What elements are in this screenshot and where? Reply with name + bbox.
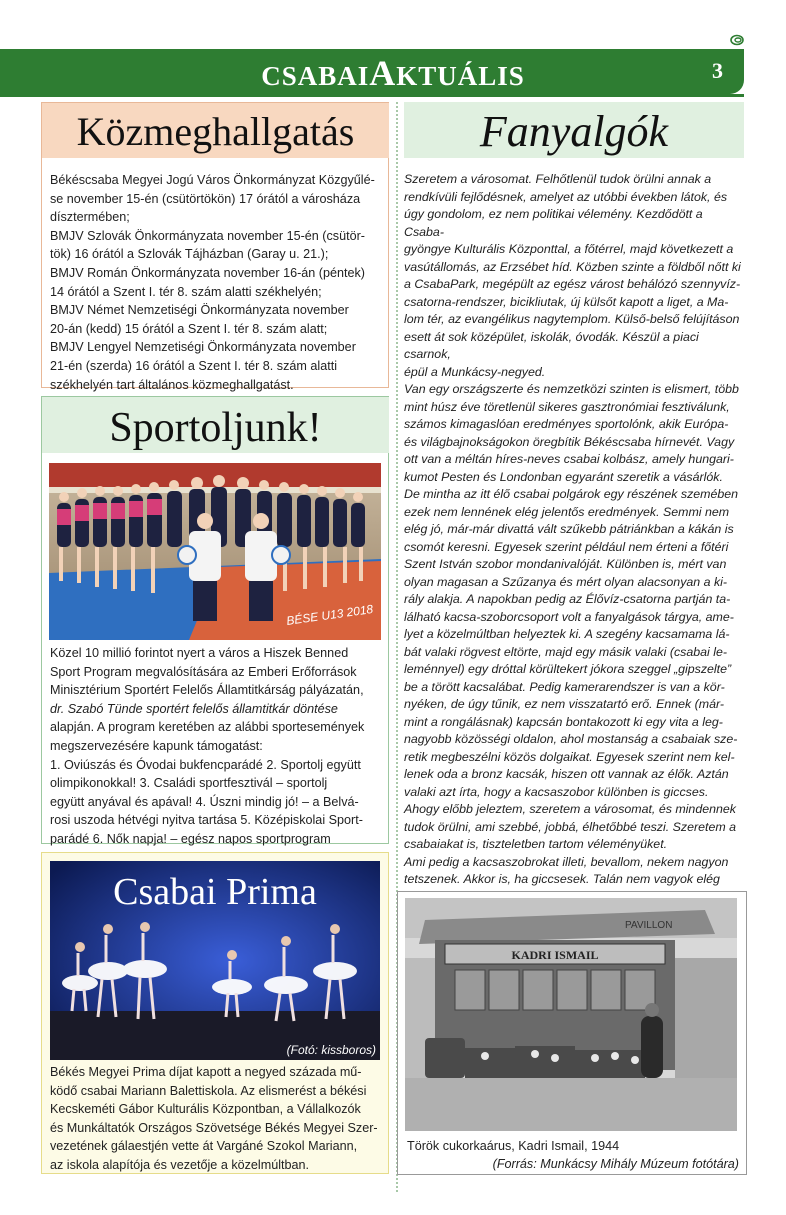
text-line: rendkívüli fejlődésnek, amelyet az utóbbi években látok, és [404, 189, 728, 204]
text-line: úgy gondolom, ez nem politikai vélemény. Kezdődött a Csaba- [404, 207, 703, 239]
kadri-ismail-kiosk-photo [405, 898, 737, 1131]
page-number: 3 [712, 58, 723, 83]
text-line: épül a Munkácsy-negyed. [404, 364, 546, 379]
text-line: olimpikonokkal! 3. Családi sportfesztivál – sportolj [50, 776, 328, 791]
text-line: lyet a közelmúltban helyeztek ki. A szegény kacsamama lá- [404, 627, 730, 641]
text-line: be a törött kacsalábat. Pedig kamerarendszer is van a kör- [404, 679, 725, 694]
text-line: számos kimagaslóan eredményes sportolónk, akik Európa- [404, 417, 729, 431]
masthead-title [0, 52, 786, 94]
text-line: tök) 16 órától a Szlovák Tájházban (Garay u. 21.); [50, 247, 329, 262]
text-line: székhelyén tart általános közmeghallgatást. [50, 377, 294, 392]
text-line: nyéken, de úgy tűnik, ez nem visszatartó erő. Ennek (már- [404, 697, 725, 711]
text-line: bát valaki rögvest eltörte, majd egy másik valaki (csabai le- [404, 644, 727, 659]
text-line: esett át sok középület, iskolák, óvodák. Készül a piaci csarnok, [404, 329, 699, 361]
text-line: De mintha az itt élő csabai polgárok egy részének szemében [404, 487, 739, 501]
prima-title: Csabai Prima [113, 871, 317, 913]
text-line: tetszenek. Akkor is, ha giccsesek. Talán nem vagyok elég [404, 872, 720, 886]
masthead-part1: CSABAI [261, 61, 370, 91]
text-line: Kecskeméti Gábor Kulturális Központban, a Vállalkozók [50, 1102, 361, 1117]
kozmeghallgatas-title: Közmeghallgatás [42, 103, 389, 158]
volleyball-team-photo [49, 463, 381, 640]
swirl-icon [730, 34, 744, 46]
text-line: vezetének gálaestjén vette át Vargáné Szokol Mariann, [50, 1139, 358, 1154]
kozmeghallgatas-body [50, 171, 390, 394]
text-line: BMJV Szlovák Önkormányzata november 15-én (csütör- [50, 228, 365, 243]
prima-photo-credit: (Fotó: kissboros) [286, 1043, 376, 1057]
text-line: megszervezésére kapunk támogatást: [50, 738, 263, 753]
text-line: Szeretem a városomat. Felhőtlenül tudok örülni annak a [404, 172, 712, 186]
text-line: olyan magasan a Szűzanya és mért olyan alacsonyan a ki- [404, 574, 728, 589]
text-line: csomót keresni. Egyesek szerint például nem érteni a főtéri [404, 539, 729, 554]
header-underline [0, 94, 744, 97]
sportoljunk-title: Sportoljunk! [42, 397, 389, 453]
text-line: Békéscsaba Megyei Jogú Város Önkormányzat Közgyűlé- [50, 173, 375, 187]
text-line: 20-án (kedd) 15 órától a Szent I. tér 8. szám alatt; [50, 321, 328, 336]
text-line: gyöngye Kulturális Központtal, a főtérrel, majd következett a [404, 242, 734, 256]
text-line: retik megbeszélni közös dolgaikat. Egyesek szerint nem kel- [404, 749, 735, 764]
ballet-photo [50, 861, 380, 1060]
text-line: leménnyel) egy dróttal körültekert jókora szeggel „gipszelte” [404, 662, 732, 676]
text-line: 14 órától a Szent I. tér 8. szám alatti székhelyén; [50, 284, 322, 299]
text-line: valaki azt írta, hogy a kacsaszobor különben is giccses. [404, 784, 709, 799]
text-line: alapján. A program keretében az alábbi sportesemények [50, 720, 365, 735]
text-line: a CsabaPark, megépült az egész várost behálózó szennyvíz- [404, 277, 741, 291]
prima-body [50, 1063, 390, 1175]
photo-handwritten-caption: BÉSE U13 2018 [285, 601, 374, 628]
text-line: ezek nem lennének elég jelentős eredmények. Semmi nem [404, 504, 730, 519]
text-line: és világbajnokságokon öregbítik Békéscsaba hírnevét. Vagy [404, 434, 735, 449]
text-line: 1. Oviúszás és Óvodai bukfencparádé 2. Sportolj együtt [50, 757, 361, 772]
text-line: vasútállomás, az Erzsébet híd. Közben szinte a földből nőtt ki [404, 259, 741, 274]
masthead-part2: KTUÁLIS [396, 61, 525, 91]
text-line: Sport Program megvalósítására az Emberi Erőforrások [50, 664, 357, 679]
kiosk-sign: KADRI ISMAIL [511, 948, 599, 962]
text-line: Minisztérium Sportért Felelős Államtitkárság pályázatán, [50, 683, 364, 698]
text-line: dr. Szabó Tünde sportért felelős államtitkár döntése [50, 701, 338, 716]
text-line: kumot Pesten és Londonban egyaránt szeretik a vásárlók. [404, 469, 723, 484]
text-line: Ami pedig a kacsaszobrokat illeti, bevallom, nekem nagyon [404, 854, 729, 869]
text-line: és Munkáltatók Országos Szövetsége Békés Megyei Szer- [50, 1120, 378, 1135]
text-line: mint a rongálásnak) kapcsán bontakozott ki egy vita a leg- [404, 714, 723, 729]
text-line: BMJV Román Önkormányzata november 16-án (péntek) [50, 265, 365, 280]
text-line: mint húsz éve töretlenül sikeres gasztronómiai fesztiválunk, [404, 399, 730, 414]
text-line: Szent István szobor mondanivalóját. Különben is, mért van [404, 557, 727, 571]
text-line: csatorna-rendszer, bicikliutak, új külsőt kapott a liget, a Ma- [404, 294, 729, 309]
text-line: rosi uszoda hétvégi nyitva tartása 5. Középiskolai Sport- [50, 813, 363, 828]
text-line: ott van a méltán híres-neves csabai kolbász, amely hungari- [404, 452, 734, 466]
text-line: BMJV Német Nemzetiségi Önkormányzata november [50, 303, 349, 318]
caption-line-2: (Forrás: Munkácsy Mihály Múzeum fotótára) [492, 1157, 739, 1171]
fanyalgok-body [404, 171, 744, 924]
text-line: lenek oda a bronz kacsák, hiszen ott vannak az élők. Aztán [404, 767, 729, 781]
text-line: 21-én (szerda) 16 órától a Szent I. tér 8. szám alatti [50, 358, 337, 373]
caption-line-1: Török cukorkaárus, Kadri Ismail, 1944 [407, 1139, 620, 1153]
text-line: tudok örülni, ami szebbé, jobbá, élhetőbbé teszi. Szeretem a [404, 819, 736, 834]
pavilion-text: PAVILLON [625, 920, 673, 931]
text-line: együtt anyával és apával! 4. Úszni mindig jó! – a Belvá- [50, 794, 359, 809]
text-line: Békés Megyei Prima díjat kapott a negyed százada mű- [50, 1065, 362, 1079]
text-line: rály alakja. A napokban pedig az Élővíz-csatorna partján ta- [404, 592, 731, 606]
text-line: csabaiakat is, tiszteletben tartom véleményüket. [404, 837, 668, 851]
masthead-big-letter: A [369, 53, 397, 93]
text-line: Ahogy előbb jeleztem, szeretem a városomat, és mindennek [404, 802, 736, 816]
sportoljunk-body [50, 644, 390, 849]
text-line: nagyobb közösségi oldalon, ahol mostanság a csabaiak sze- [404, 732, 738, 746]
text-line: se november 15-én (csütörtökön) 17 órától a városháza [50, 191, 361, 206]
text-line: parádé 6. Nők napja! – egész napos sportprogram [50, 831, 331, 846]
text-line: Közel 10 millió forintot nyert a város a Hiszek Benned [50, 646, 349, 660]
text-line: ködő csabai Mariann Balettiskola. Az elismerést a békési [50, 1083, 367, 1098]
text-line: Van egy országszerte és nemzetközi szinten is elismert, több [404, 382, 739, 396]
text-line: lom tér, az evangélikus nagytemplom. Külső-belső felújításon [404, 312, 740, 326]
text-line: dísztermében; [50, 210, 130, 225]
text-line: BMJV Lengyel Nemzetiségi Önkormányzata november [50, 340, 356, 355]
text-line: elég jó, már-már divattá vált szűkebb pátriánkban a kákán is [404, 522, 734, 536]
text-line: lálható kacsa-szoborcsoport volt a fanyalgások tárgya, ame- [404, 609, 734, 624]
text-line: az iskola alapítója és vezetője a közelmúltban. [50, 1157, 310, 1172]
historic-photo-caption [407, 1137, 739, 1173]
fanyalgok-title: Fanyalgók [404, 102, 744, 158]
